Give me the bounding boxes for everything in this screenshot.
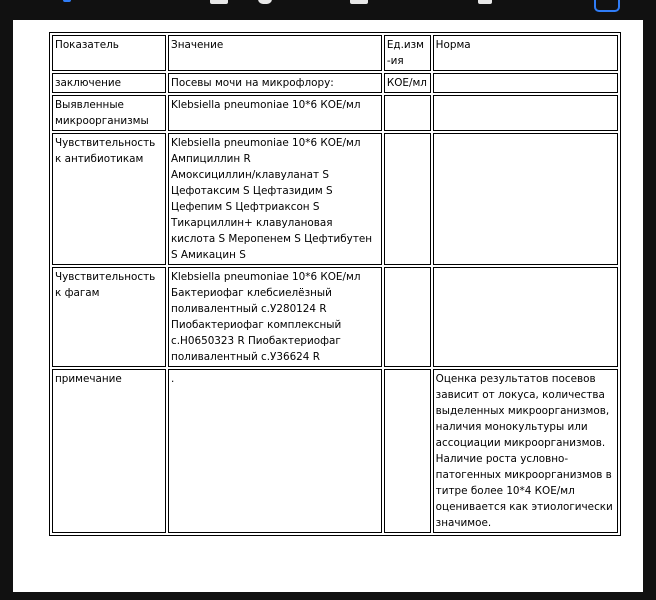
toolbar-glyph-icon	[210, 0, 228, 4]
table-row	[52, 369, 618, 533]
unit-cell: КОЕ/мл	[384, 73, 431, 93]
status-dot-icon	[63, 0, 71, 2]
top-status-bar	[0, 0, 656, 20]
table-row	[52, 267, 618, 367]
value-cell: .	[168, 369, 382, 533]
norm-cell	[433, 133, 618, 265]
indicator-cell: Чувствительность к фагам	[52, 267, 166, 367]
table-row	[52, 133, 618, 265]
table-header-row	[52, 35, 618, 71]
value-line: с.Н0650323 R Пиобактериофаг	[171, 335, 341, 347]
header-indicator: Показатель	[52, 35, 166, 71]
value-line: Бактериофаг клебсиелёзный	[171, 287, 332, 299]
app-icon[interactable]	[594, 0, 620, 12]
norm-cell	[433, 95, 618, 131]
value-cell: Посевы мочи на микрофлору:	[168, 73, 382, 93]
header-norm: Норма	[433, 35, 618, 71]
table-row	[52, 73, 618, 93]
value-line: кислота S Меропенем S Цефтибутен	[171, 233, 373, 245]
value-line: Ампициллин R	[171, 153, 251, 165]
toolbar-glyph-icon	[350, 0, 368, 4]
value-line: поливалентный с.У36624 R	[171, 351, 320, 363]
value-line: Амоксициллин/клавуланат S	[171, 169, 329, 181]
indicator-cell: примечание	[52, 369, 166, 533]
norm-cell: Оценка результатов посевов зависит от локуса, количества выделенных микроорганизмов, наличия монокультуры или ассоциации микроорганизмов. Наличие роста условно-патогенных микроорганизмов в титре более 10*4 КОЕ/мл оценивается как этиологически значимое.	[433, 369, 618, 533]
indicator-cell: Чувствительность к антибиотикам	[52, 133, 166, 265]
document-page	[13, 20, 643, 592]
value-line: Цефепим S Цефтриаксон S	[171, 201, 320, 213]
indicator-cell: заключение	[52, 73, 166, 93]
toolbar-glyph-icon	[258, 0, 272, 4]
lab-results-table	[49, 32, 621, 536]
value-line: Klebsiella pneumoniae 10*6 КОЕ/мл	[171, 271, 361, 283]
unit-cell	[384, 369, 431, 533]
unit-cell	[384, 133, 431, 265]
value-line: поливалентный с.У280124 R	[171, 303, 327, 315]
norm-cell	[433, 73, 618, 93]
norm-cell	[433, 267, 618, 367]
header-unit: Ед.изм-ия	[384, 35, 431, 71]
value-cell	[168, 133, 382, 265]
header-value: Значение	[168, 35, 382, 71]
value-line: Цефотаксим S Цефтазидим S	[171, 185, 333, 197]
unit-cell	[384, 267, 431, 367]
value-line: S Амикацин S	[171, 249, 246, 261]
value-cell: Klebsiella pneumoniae 10*6 КОЕ/мл	[168, 95, 382, 131]
unit-cell	[384, 95, 431, 131]
value-line: Пиобактериофаг комплексный	[171, 319, 342, 331]
table-row	[52, 95, 618, 131]
toolbar-glyph-icon	[478, 0, 492, 4]
value-line: Тикарциллин+ клавулановая	[171, 217, 333, 229]
indicator-cell: Выявленные микроорганизмы	[52, 95, 166, 131]
value-line: Klebsiella pneumoniae 10*6 КОЕ/мл	[171, 137, 361, 149]
value-cell	[168, 267, 382, 367]
